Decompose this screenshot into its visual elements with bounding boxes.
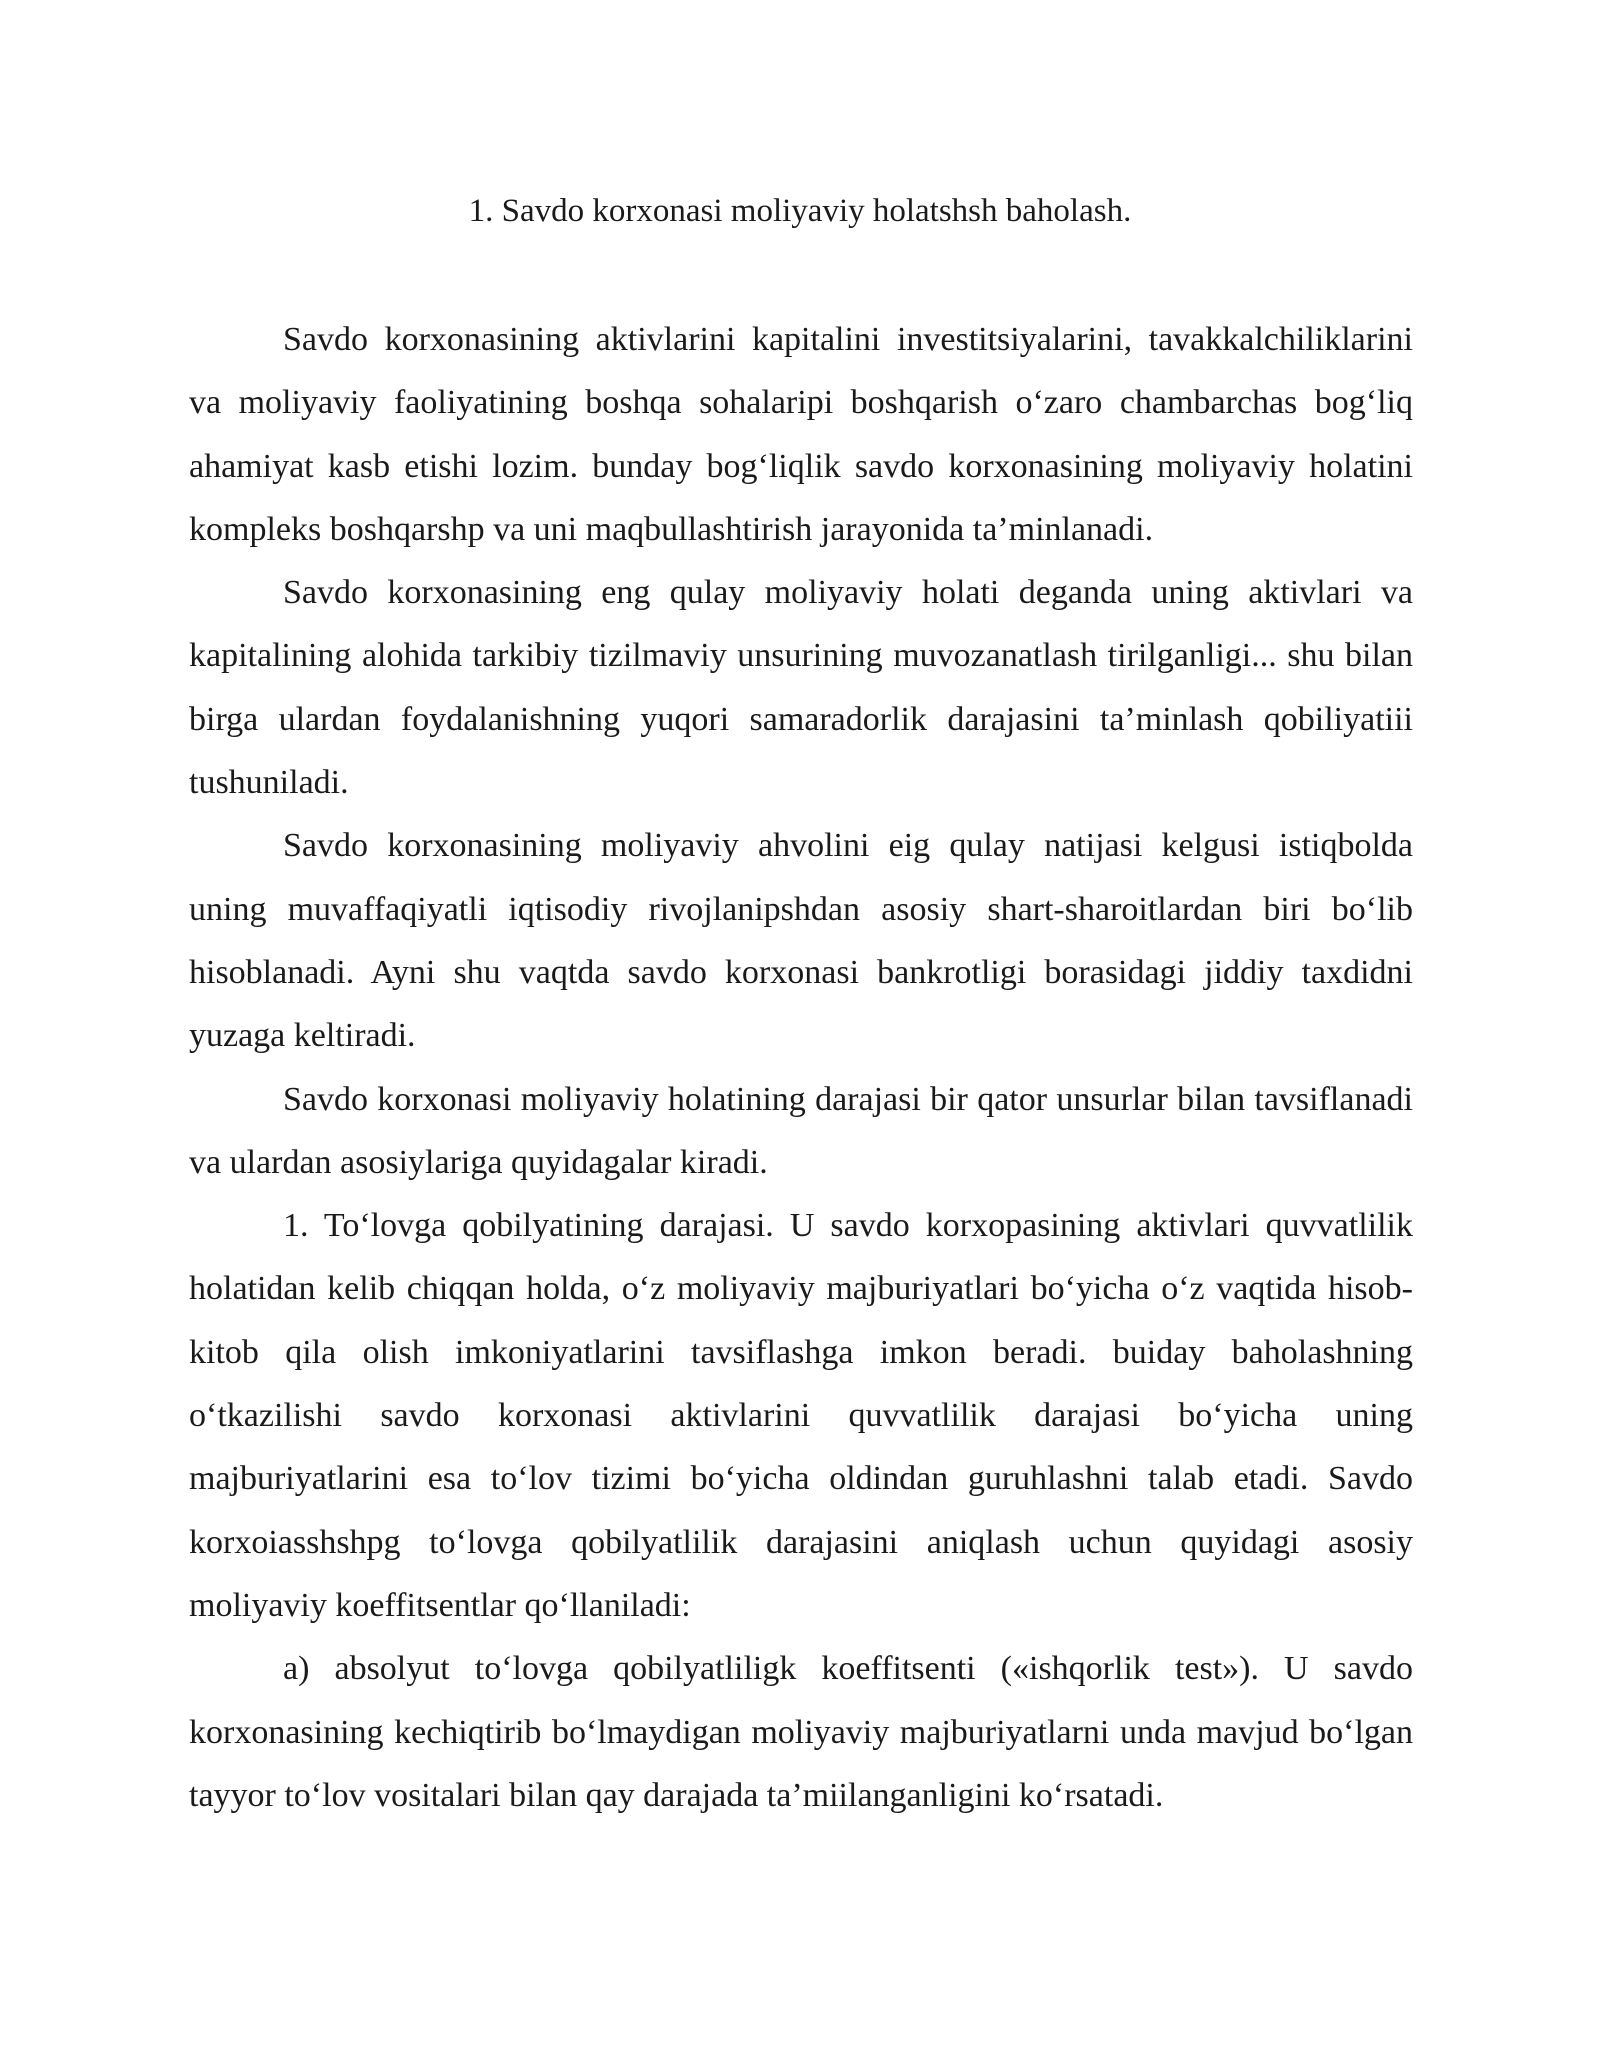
paragraph-4: Savdo korxonasi moliyaviy holatining darajasi bir qator unsurlar bilan tavsiflanadi va ulardan asosiylariga quyidagalar kiradi. bbox=[189, 1080, 1413, 1181]
section-heading: 1. Savdo korxonasi moliyaviy holatshsh baholash. bbox=[468, 193, 1132, 229]
document-body bbox=[189, 308, 1413, 1827]
paragraph-1: Savdo korxonasining aktivlarini kapitalini investitsiyalarini, tavakkalchiliklarini va moliyaviy faoliyatining boshqa sohalaripi boshqarish o‘zaro chambarchas bog‘liq ahamiyat kasb etishi lozim. bunday bog‘liqlik savdo korxonasining moliyaviy holatini kompleks boshqarshp va uni maqbullashtirish jarayonida ta’minlanadi. bbox=[189, 321, 1413, 548]
paragraph-3: Savdo korxonasining moliyaviy ahvolini eig qulay natijasi kelgusi istiqbolda uning muvaffaqiyatli iqtisodiy rivojlanipshdan asosiy shart-sharoitlardan biri bo‘lib hisoblanadi. Ayni shu vaqtda savdo korxonasi bankrotligi borasidagi jiddiy taxdidni yuzaga keltiradi. bbox=[189, 827, 1413, 1055]
paragraph-6: a) absolyut to‘lovga qobilyatliligk koeffitsenti («ishqorlik test»). U savdo korxonasining kechiqtirib bo‘lmaydigan moliyaviy majburiyatlarni unda mavjud bo‘lgan tayyor to‘lov vositalari bilan qay darajada ta’miilanganligini ko‘rsatadi. bbox=[189, 1650, 1413, 1814]
paragraph-5: 1. To‘lovga qobilyatining darajasi. U savdo korxopasining aktivlari quvvatlilik holatidan kelib chiqqan holda, o‘z moliyaviy majburiyatlari bo‘yicha o‘z vaqtida hisob-kitob qila olish imkoniyatlarini tavsiflashga imkon beradi. buiday baholashning o‘tkazilishi savdo korxonasi aktivlarini quvvatlilik darajasi bo‘yicha uning majburiyatlarini esa to‘lov tizimi bo‘yicha oldindan guruhlashni talab etadi. Savdo korxoiasshshpg to‘lovga qobilyatlilik darajasini aniqlash uchun quyidagi asosiy moliyaviy koeffitsentlar qo‘llaniladi: bbox=[189, 1207, 1413, 1624]
paragraph-2: Savdo korxonasining eng qulay moliyaviy holati deganda uning aktivlari va kapitalining alohida tarkibiy tizilmaviy unsurining muvozanatlash tirilganligi... shu bilan birga ulardan foydalanishning yuqori samaradorlik darajasini ta’minlash qobiliyatiii tushuniladi. bbox=[189, 574, 1413, 802]
